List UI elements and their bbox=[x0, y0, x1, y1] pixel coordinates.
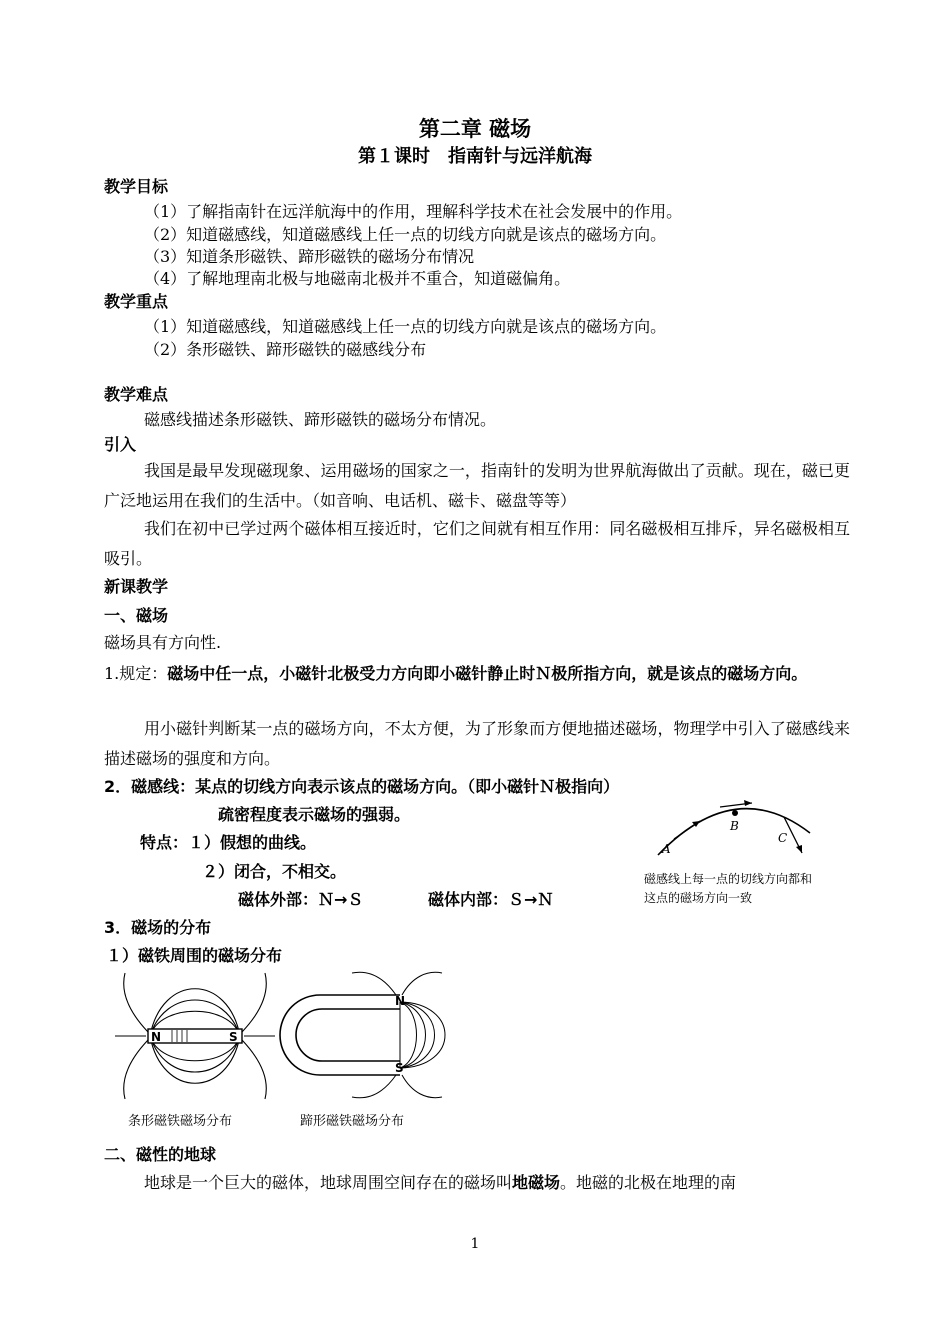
key-point-item: （2）条形磁铁、蹄形磁铁的磁感线分布 bbox=[144, 340, 427, 359]
point-b-label: B bbox=[730, 819, 739, 833]
intro-paragraph-1: 我国是最早发现磁现象、运用磁场的国家之一，指南针的发明为世界航海做出了贡献。现在，磁已更广泛地运用在我们的生活中。（如音响、电话机、磁卡、磁盘等等） bbox=[104, 461, 850, 510]
difficulty-text: 磁感线描述条形磁铁、蹄形磁铁的磁场分布情况。 bbox=[144, 410, 497, 429]
horseshoe-outer bbox=[280, 995, 400, 1075]
objective-item: （3）知道条形磁铁、蹄形磁铁的磁场分布情况 bbox=[144, 247, 475, 266]
tangent-caption-line2: 这点的磁场方向一致 bbox=[644, 891, 753, 905]
key-points-heading: 教学重点 bbox=[104, 292, 169, 311]
earth-text-before: 地球是一个巨大的磁体，地球周围空间存在的磁场叫 bbox=[144, 1173, 513, 1192]
intro-paragraph-2: 我们在初中已学过两个磁体相互接近时，它们之间就有相互作用：同名磁极相互排斥，异名磁极相互吸引。 bbox=[104, 519, 850, 568]
new-lesson-heading: 新课教学 bbox=[104, 577, 169, 596]
tangent-direction-figure bbox=[640, 775, 860, 910]
objective-item: （1）了解指南针在远洋航海中的作用，理解科学技术在社会发展中的作用。 bbox=[144, 202, 683, 221]
objective-item: （4）了解地理南北极与地磁南北极并不重合，知道磁偏角。 bbox=[144, 269, 571, 288]
tangent-caption-line1: 磁感线上每一点的切线方向都和 bbox=[644, 872, 813, 886]
objectives-heading: 教学目标 bbox=[104, 177, 169, 196]
section-2-heading: 二、磁性的地球 bbox=[104, 1145, 217, 1164]
distribution-heading: 3．磁场的分布 bbox=[104, 918, 212, 937]
bar-magnet-caption: 条形磁铁磁场分布 bbox=[128, 1114, 233, 1129]
page-number: 1 bbox=[470, 1236, 480, 1252]
bar-magnet bbox=[148, 1029, 242, 1043]
feature-2: ２）闭合，不相交。 bbox=[202, 862, 347, 881]
point-b-dot bbox=[732, 810, 738, 816]
direction-note: 磁场具有方向性. bbox=[104, 633, 222, 652]
section-2-paragraph bbox=[144, 1173, 736, 1193]
objective-item: （2）知道磁感线，知道磁感线上任一点的切线方向就是该点的磁场方向。 bbox=[144, 225, 667, 244]
bar-south-label: S bbox=[229, 1030, 238, 1044]
horseshoe-magnet-caption: 蹄形磁铁磁场分布 bbox=[300, 1114, 405, 1129]
field-line-definition: 2．磁感线：某点的切线方向表示该点的磁场方向。（即小磁针Ｎ极指向） bbox=[104, 777, 620, 796]
distribution-subheading: １）磁铁周围的磁场分布 bbox=[106, 946, 283, 965]
chapter-title: 第二章 磁场 bbox=[418, 116, 532, 141]
earth-text-after: 。地磁的北极在地理的南 bbox=[560, 1173, 737, 1192]
horseshoe-magnet-figure bbox=[272, 965, 472, 1105]
field-lines-paragraph: 用小磁针判断某一点的磁场方向，不太方便，为了形象而方便地描述磁场，物理学中引入了磁感线来描述磁场的强度和方向。 bbox=[104, 719, 850, 768]
difficulty-heading: 教学难点 bbox=[104, 385, 169, 404]
density-note: 疏密程度表示磁场的强弱。 bbox=[218, 805, 411, 824]
horseshoe-south-label: S bbox=[395, 1061, 404, 1075]
arrowhead-b bbox=[744, 800, 752, 806]
horseshoe-north-label: N bbox=[395, 994, 406, 1008]
section-1-heading: 一、磁场 bbox=[104, 606, 169, 625]
horseshoe-inner bbox=[296, 1009, 400, 1061]
bar-north-label: N bbox=[151, 1030, 162, 1044]
earth-magnetic-field-term: 地磁场 bbox=[512, 1173, 561, 1192]
point-a-label: A bbox=[662, 842, 671, 856]
point-c-label: C bbox=[778, 831, 788, 845]
rule-paragraph bbox=[104, 659, 850, 689]
rule-definition: 磁场中任一点，小磁针北极受力方向即小磁针静止时Ｎ极所指方向，就是该点的磁场方向。 bbox=[167, 664, 808, 683]
outside-direction: 磁体外部：Ｎ→Ｓ bbox=[238, 890, 364, 909]
rule-prefix: 1.规定： bbox=[104, 664, 168, 683]
intro-heading: 引入 bbox=[104, 435, 137, 454]
bar-magnet-figure bbox=[110, 968, 280, 1108]
key-point-item: （1）知道磁感线，知道磁感线上任一点的切线方向就是该点的磁场方向。 bbox=[144, 317, 667, 336]
inside-direction: 磁体内部：Ｓ→Ｎ bbox=[428, 890, 554, 909]
lesson-title: 第１课时 指南针与远洋航海 bbox=[358, 146, 592, 167]
feature-1: 特点：１）假想的曲线。 bbox=[140, 833, 317, 852]
arrowhead-c bbox=[796, 845, 802, 853]
